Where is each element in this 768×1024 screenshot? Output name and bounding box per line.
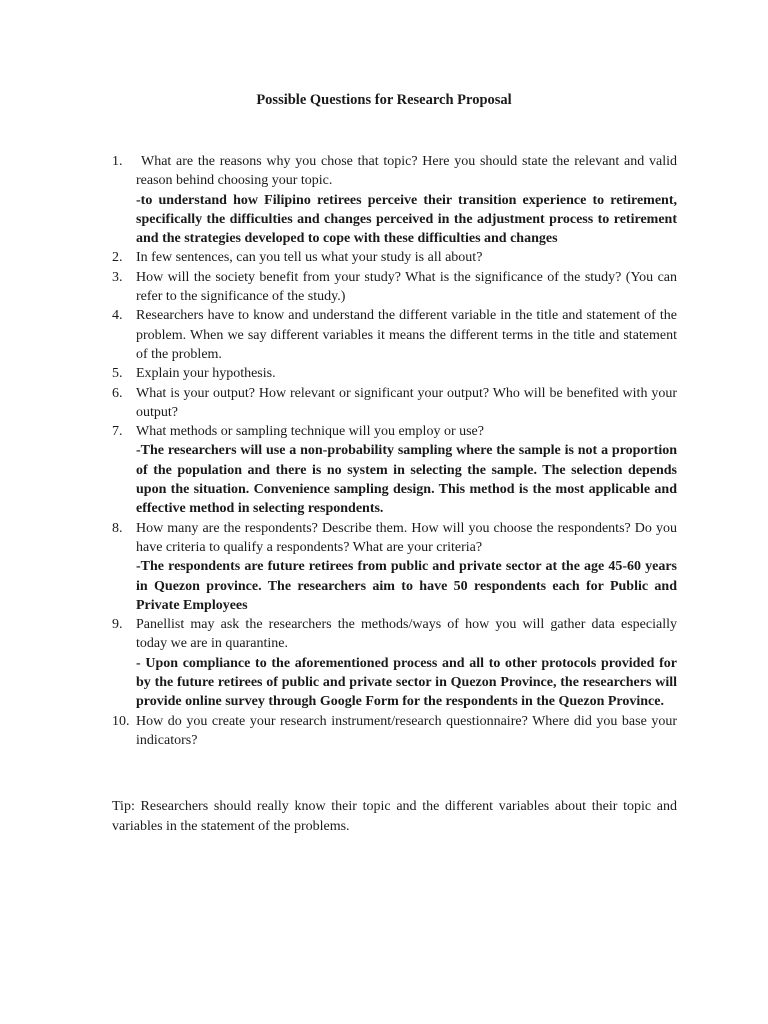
- item-number: 1.: [112, 154, 123, 169]
- item-answer: -The respondents are future retirees from public and private sector at the age 45-60 years in Quezon province. The researchers aim to have 50 respondents each for Public and Private Employees: [136, 559, 677, 613]
- item-question: How will the society benefit from your study? What is the significance of the study? (You can refer to the significance of the study.): [136, 269, 677, 305]
- item-number: 5.: [112, 366, 123, 382]
- item-answer: - Upon compliance to the aforementioned process and all to other protocols provided for by the future retirees of public and private sector in Quezon Province, the researchers will provide online survey through Google Form for the respondents in the Quezon Province.: [136, 655, 677, 710]
- item-question: How do you create your research instrument/research questionnaire? Where did you base your indicators?: [136, 713, 677, 748]
- page-title: Possible Questions for Research Proposal: [256, 92, 512, 108]
- list-item: [112, 712, 677, 751]
- item-question: Panellist may ask the researchers the methods/ways of how you will gather data especially today we are in quarantine.: [136, 617, 677, 652]
- item-number: 4.: [112, 308, 123, 324]
- item-question: What is your output? How relevant or significant your output? Who will be benefited with your output?: [136, 385, 677, 420]
- item-question: In few sentences, can you tell us what your study is all about?: [136, 250, 483, 266]
- item-answer: -to understand how Filipino retirees perceive their transition experience to retirement, specifically the difficulties and changes perceived in the adjustment process to retirement and the strategies developed to cope with these difficulties and changes: [136, 192, 677, 247]
- item-number: 9.: [112, 617, 123, 633]
- list-item: [112, 268, 677, 307]
- question-list: [112, 152, 677, 750]
- list-item: [112, 152, 677, 248]
- item-question: What methods or sampling technique will you employ or use?: [136, 424, 484, 440]
- item-number: 10.: [112, 713, 130, 729]
- item-number: 7.: [112, 424, 123, 440]
- item-number: 6.: [112, 385, 123, 401]
- list-item: [112, 615, 677, 711]
- list-item: [112, 364, 677, 383]
- list-item: [112, 306, 677, 364]
- list-item: [112, 248, 677, 267]
- item-question: Explain your hypothesis.: [136, 366, 276, 382]
- item-number: 3.: [112, 269, 123, 285]
- item-question: How many are the respondents? Describe them. How will you choose the respondents? Do you have criteria to qualify a respondents? What are your criteria?: [136, 520, 677, 555]
- item-number: 2.: [112, 250, 123, 266]
- item-number: 8.: [112, 520, 123, 536]
- list-item: [112, 519, 677, 615]
- list-item: [112, 384, 677, 423]
- item-question: What are the reasons why you chose that topic? Here you should state the relevant and valid reason behind choosing your topic.: [136, 154, 677, 189]
- item-answer: -The researchers will use a non-probability sampling where the sample is not a proportion of the population and there is no system in selecting the sample. The selection depends upon the situation. Convenience sampling design. This method is the most applicable and effective method in selecting respondents.: [136, 443, 677, 517]
- list-item: [112, 422, 677, 518]
- item-question: Researchers have to know and understand the different variable in the title and statement of the problem. When we say different variables it means the different terms in the title and statement of the problem.: [136, 308, 677, 362]
- tip-paragraph: Tip: Researchers should really know their topic and the different variables about their topic and variables in the statement of the problems.: [112, 799, 677, 834]
